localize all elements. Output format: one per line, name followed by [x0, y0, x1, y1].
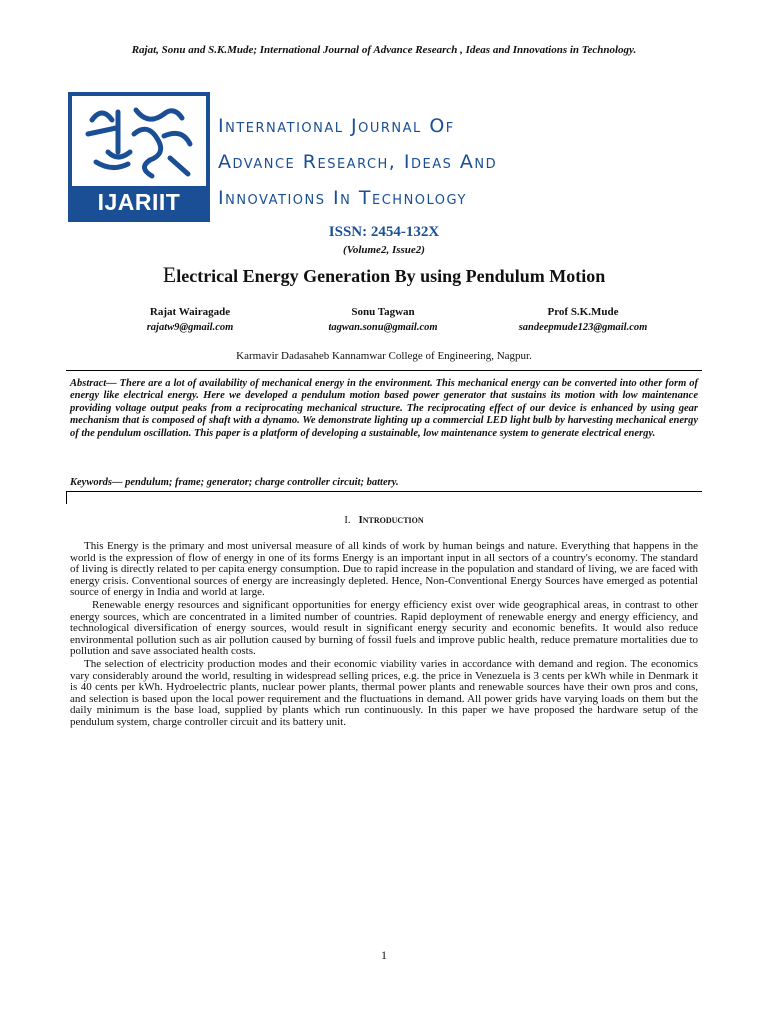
author-name: Prof S.K.Mude: [547, 306, 619, 318]
abstract-text: There are a lot of availability of mechanical energy in the environment. This mechanical energy can be converted into other form of energy like electrical energy. Here we developed a pendulum motion based power generator that sustains its motion with low maintenance providing voltage output peaks from a reciprocating mechanical structure. The reciprocating effect of our device is enhanced by using gear mechanism that is composed of shaft with a dynamo. We demonstrate lighting up a commercial LED light bulb by harvesting mechanical energy of the pendulum oscillation. This paper is a platform of developing a sustainable, low maintenance system to generate electrical energy.: [70, 378, 698, 439]
section-heading: [0, 514, 768, 526]
author-1: [80, 306, 300, 333]
volume-issue: (Volume2, Issue2): [343, 244, 425, 256]
running-header: Rajat, Sonu and S.K.Mude; International Journal of Advance Research , Ideas and Innovations in Technology.: [131, 44, 637, 56]
journal-title: [218, 108, 688, 216]
section-number: I.: [344, 515, 351, 526]
author-name: Rajat Wairagade: [149, 306, 231, 318]
author-email[interactable]: sandeepmude123@gmail.com: [518, 322, 648, 333]
paragraph: The selection of electricity production modes and their economic viability varies in accordance with demand and region. The economics vary considerably around the world, resulting in widespread selling prices, e.g. the price in Venezuela is 3 cents per kWh while in Denmark it is 40 cents per kWh. Hydroelectric plants, nuclear power plants, thermal power plants and renewable sources have their own pros and cons, and selection is based upon the local power requirement and the fluctuations in demand. All power grids have varying loads on them but the daily minimum is the base load, supplied by plants which run continuously. In this paper we have proposed the hardware setup of the pendulum system, charge controller circuit and its battery unit.: [70, 657, 698, 728]
journal-title-line2: Advance Research, Ideas And: [218, 151, 498, 173]
abstract: [70, 378, 698, 440]
paper-title-rest: lectrical Energy Generation By using Pendulum Motion: [176, 266, 606, 286]
logo-wordmark: IJARIIT: [72, 186, 206, 218]
paragraph: Renewable energy resources and significant opportunities for energy efficiency exist over wide geographical areas, in contrast to other energy sources, which are concentrated in a limited number of countries. Rapid deployment of renewable energy and energy efficiency, and technological diversification of energy sources, would result in significant energy security and economic benefits. It would also reduce environmental pollution such as air pollution caused by burning of fossil fuels and improve public health, reduce premature mortalities due to pollution and save associated health costs.: [70, 598, 698, 658]
author-email[interactable]: rajatw9@gmail.com: [146, 322, 234, 333]
journal-logo: [68, 92, 210, 222]
author-name: Sonu Tagwan: [351, 306, 415, 318]
divider: [66, 491, 67, 504]
section-title: Introduction: [358, 514, 424, 526]
journal-title-line1: International Journal Of: [218, 115, 455, 137]
journal-title-line3: Innovations In Technology: [218, 187, 467, 209]
author-email[interactable]: tagwan.sonu@gmail.com: [328, 322, 438, 333]
paragraph: This Energy is the primary and most universal measure of all kinds of work by human beings and nature. Everything that happens in the world is the expression of flow of energy in one of its forms Energy is an important input in all sectors of a country's economy. The standard of living is directly related to per capita energy consumption. Due to rapid increase in the population and standard of living, we are faced with energy crisis. Conventional sources of energy are increasingly depleted. Hence, Non-Conventional Energy Sources have emerged as potential source of energy in India and world at large.: [70, 540, 698, 599]
author-2: [273, 306, 493, 333]
keywords: Keywords— pendulum; frame; generator; charge controller circuit; battery.: [70, 477, 399, 488]
issn: ISSN: 2454-132X: [328, 224, 440, 240]
abstract-label: Abstract—: [70, 378, 117, 389]
affiliation: Karmavir Dadasaheb Kannamwar College of Engineering, Nagpur.: [236, 350, 532, 362]
paper-title-initial: E: [162, 262, 177, 287]
body-text: [70, 541, 698, 729]
paper-title: [0, 262, 768, 288]
author-3: [473, 306, 693, 333]
page-number: 1: [381, 948, 387, 962]
logo-emblem-icon: [78, 100, 202, 188]
